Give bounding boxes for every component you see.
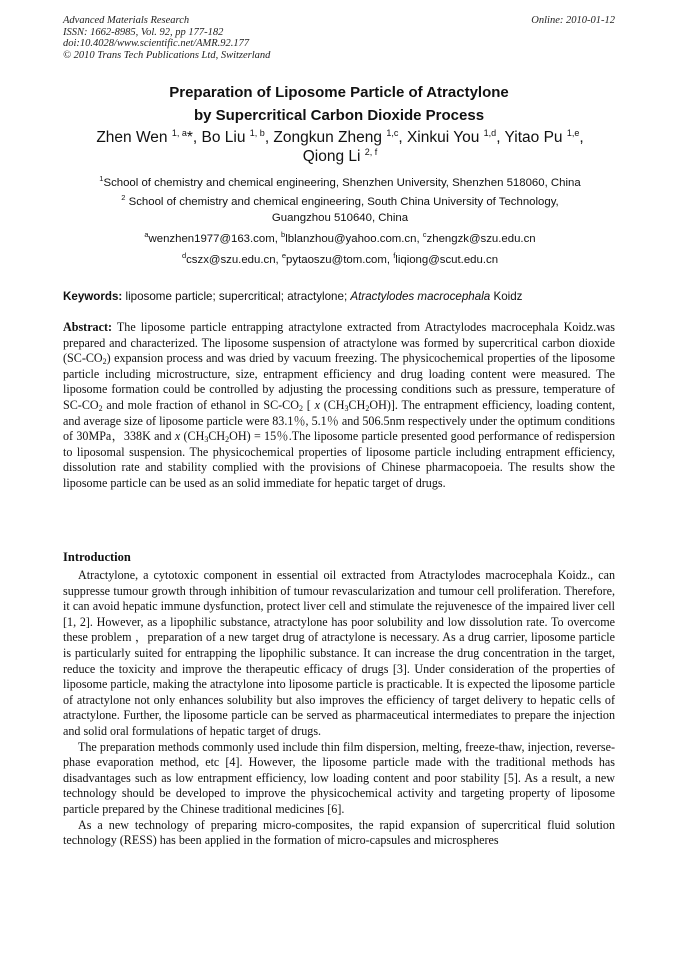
author-affil-sup: 1, b (249, 128, 265, 138)
author-affil-sup: 1,e (566, 128, 580, 138)
author-name: Zhen Wen (96, 129, 168, 146)
abstract-text: (CH (319, 397, 345, 412)
email[interactable]: wenzhen1977@163.com, (148, 233, 282, 245)
keywords (63, 289, 623, 304)
author-affil-sup: 2, f (364, 147, 378, 157)
abstract-text: (CH (180, 429, 205, 444)
keywords-text: liposome particle; supercritical; atractylone; (122, 290, 351, 303)
abstract-text: CH (348, 397, 366, 412)
email[interactable]: lblanzhou@yahoo.com.cn, (285, 233, 423, 245)
email-line-2 (55, 252, 625, 268)
abstract-text: CH (208, 429, 226, 444)
corresponding-mark: *, (186, 129, 198, 146)
keywords-tail: Koidz (490, 290, 523, 303)
affiliation-text: School of chemistry and chemical engineering, South China University of Technology, (125, 196, 559, 208)
subscript: 3 (204, 435, 209, 445)
email-sup: e (281, 251, 287, 260)
author-list (60, 128, 620, 166)
subscript: 2 (298, 403, 303, 413)
subscript: 2 (225, 435, 230, 445)
author-line-1 (60, 128, 620, 147)
title-line-2: by Supercritical Carbon Dioxide Process (193, 107, 485, 124)
intro-paragraph-3: As a new technology of preparing micro-composites, the rapid expansion of supercritical fluid solution technology (RESS) has been applied in the formation of micro-capsules and microspheres (63, 817, 615, 848)
email[interactable]: pytaoszu@tom.com, (286, 254, 394, 266)
journal-doi: doi:10.4028/www.scientific.net/AMR.92.177 (63, 38, 250, 49)
subscript: 2 (102, 357, 107, 367)
author-name: Bo Liu (197, 129, 246, 146)
italic-variable: x (174, 429, 181, 444)
email-line-1 (55, 231, 625, 247)
author-line-2 (60, 147, 620, 166)
author-separator: , (579, 129, 584, 146)
intro-paragraph-1: Atractylone, a cytotoxic component in essential oil extracted from Atractylodes macrocephala Koidz., can suppresse tumour growth through inhibition of tumour revascularization and tumour cell proliferation. Therefore, it can avoid hepatic immune dysfunction, protect liver cell and stimulate the rejuvenesce of the impaired liver cell [1, 2]. However, as a lipophilic substance, atractylone has poor solubility and low dissolution rate. To overcome these problem ，preparation of a new target drug of atractylone is necessary. As a drug carrier, liposome particle is particularly suited for entrapping the lipophilic substance. It can increase the drug concentration in the target, reduce the toxicity and improve the therapeutic efficacy of drugs [3]. Under consideration of the properties of liposome particle, making the atractylone into liposome particle is practicable. It is expected the liposome particle of atractylone not only enhances solubility but also improves the efficiency of target delivery to hepatic cells of atractylone. Further, the liposome particle can be served as pharmaceutical intermediates to prepare the injection and solid oral formulations of hepatic target of drugs. (63, 568, 615, 738)
email[interactable]: cszx@szu.edu.cn, (186, 254, 282, 266)
abstract-text: [ (302, 397, 315, 412)
journal-copyright: © 2010 Trans Tech Publications Ltd, Switzerland (63, 49, 271, 61)
abstract-label: Abstract: (63, 320, 113, 334)
abstract-paragraph (63, 320, 615, 492)
email-sup: b (281, 230, 286, 239)
author-affil-sup: 1,c (386, 128, 399, 138)
author-affil-sup: 1,d (483, 128, 497, 138)
abstract-text: OH) = 15％.The liposome particle presented good performance of redispersion to liposomal suspension. The physicochemical properties of liposome particle including entrapment efficiency, dissolution rate and stability complied with the provisions of Chinese pharmacopoeia. The results show the liposome particle can be used as an solid immediate for hepatic target of drugs. (63, 429, 616, 490)
affiliation-number: 2 (121, 193, 126, 202)
section-heading-introduction: Introduction (63, 550, 131, 564)
title-line-1: Preparation of Liposome Particle of Atractylone (169, 84, 509, 101)
paper-title (40, 81, 638, 127)
subscript: 2 (98, 403, 103, 413)
abstract-text: The liposome particle entrapping atractylone extracted from Atractylodes macrocephala Koidz.was prepared and characterized. The liposome suspension of atractylone was formed by supercritical carbon dioxide (SC-CO (63, 320, 615, 366)
italic-variable: x (314, 397, 320, 412)
affiliation-1 (55, 175, 625, 191)
abstract-text: ) expansion process and was dried by vacuum freezing. The physicochemical properties of the liposome particle including microstructure, size, entrapment efficiency and drug loading content were measured. The liposome formation could be controlled by adjusting the processing conditions such as pressure, temperature of SC-CO (63, 351, 615, 412)
email-sup: c (422, 230, 427, 239)
author-name: , Yitao Pu (496, 129, 563, 146)
journal-name: Advanced Materials Research (63, 15, 190, 26)
introduction-body (63, 568, 615, 849)
subscript: 3 (344, 403, 349, 413)
author-name: , Xinkui You (398, 129, 480, 146)
affiliation-line (55, 194, 625, 210)
affiliation-number: 1 (99, 174, 104, 183)
author-name: , Zongkun Zheng (264, 129, 383, 146)
email-sup: d (181, 251, 187, 260)
abstract (63, 320, 615, 492)
author-name: Qiong Li (302, 148, 361, 165)
abstract-text: and mole fraction of ethanol in SC-CO (102, 397, 299, 412)
email[interactable]: zhengzk@szu.edu.cn (426, 233, 536, 245)
email-sup: a (144, 230, 149, 239)
email[interactable]: liqiong@scut.edu.cn (395, 254, 499, 266)
email-sup: f (393, 251, 396, 260)
journal-header (63, 15, 615, 61)
affiliation-2 (55, 194, 625, 226)
keywords-label: Keywords: (63, 290, 123, 303)
subscript: 2 (365, 403, 370, 413)
abstract-text: OH)]. The entrapment efficiency, loading content, and average size of liposome particle were 83.1％, 5.1％ and 506.5nm respectively under the optimum conditions of 30MPa，338K and (63, 397, 616, 444)
keywords-italic: Atractylodes macrocephala (350, 290, 491, 303)
author-affil-sup: 1, a (171, 128, 187, 138)
online-date: Online: 2010-01-12 (531, 15, 615, 26)
intro-paragraph-2: The preparation methods commonly used include thin film dispersion, melting, freeze-thaw, injection, reverse-phase evaporation method, etc [4]. However, the liposome particle made with the traditional methods has disadvantages such as low entrapment efficiency, low loading content and poor stability [5]. As a result, a new technology should be developed to improve the physicochemical activity and targeting property of liposome particle prepared by the Chinese traditional medicines [6]. (63, 739, 615, 816)
affiliation-text: School of chemistry and chemical engineering, Shenzhen University, Shenzhen 518060, China (103, 177, 581, 189)
journal-issn: ISSN: 1662-8985, Vol. 92, pp 177-182 (63, 26, 224, 38)
affiliation-line: Guangzhou 510640, China (271, 212, 409, 224)
